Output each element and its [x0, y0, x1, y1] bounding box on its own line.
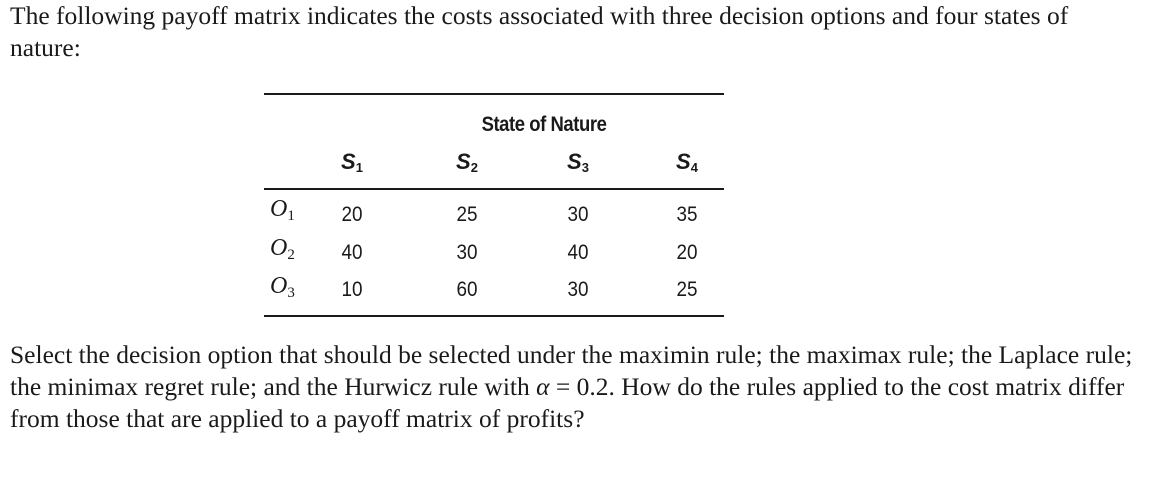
row-label-o3: $O_3$ — [270, 273, 295, 301]
row-label-o2: $O_2$ — [270, 235, 295, 263]
row-label-o1: $O_1$ — [270, 196, 295, 224]
cell-o1-s2: 25 — [456, 203, 478, 226]
cell-o2-s1: 40 — [341, 241, 363, 264]
table-top-rule — [264, 93, 724, 95]
cell-o3-s1: 10 — [341, 278, 363, 301]
cell-o2-s3: 40 — [567, 241, 589, 264]
cell-o3-s2: 60 — [456, 278, 478, 301]
column-header-s4: $S_4$ — [676, 149, 698, 175]
state-of-nature-header: State of Nature — [481, 113, 607, 136]
table-bottom-rule — [264, 315, 724, 317]
column-header-s1: $S_1$ — [341, 149, 363, 175]
cell-o2-s4: 20 — [676, 241, 698, 264]
cell-o2-s2: 30 — [456, 241, 478, 264]
question-text-part-2: = 0.2. How do the rules applied to the cost matrix differ from those that are applied to a payoff matrix of profits? — [10, 372, 1125, 433]
cell-o3-s3: 30 — [567, 278, 589, 301]
alpha-symbol: α — [536, 372, 550, 401]
column-header-s2: $S_2$ — [456, 149, 478, 175]
question-paragraph — [10, 339, 1145, 435]
column-header-s3: $S_3$ — [567, 149, 589, 175]
cell-o1-s3: 30 — [567, 203, 589, 226]
cell-o1-s4: 35 — [676, 203, 698, 226]
table-header-rule — [264, 188, 724, 190]
question-text-part-1: Select the decision option that should be selected under the maximin rule; the maximax rule; the Laplace rule; the minimax regret rule; and the Hurwicz rule with — [10, 340, 1133, 401]
payoff-matrix-table — [264, 93, 724, 317]
intro-paragraph: The following payoff matrix indicates the costs associated with three decision options and four states of nature: — [10, 1, 1069, 62]
cell-o1-s1: 20 — [341, 203, 363, 226]
cell-o3-s4: 25 — [676, 278, 698, 301]
